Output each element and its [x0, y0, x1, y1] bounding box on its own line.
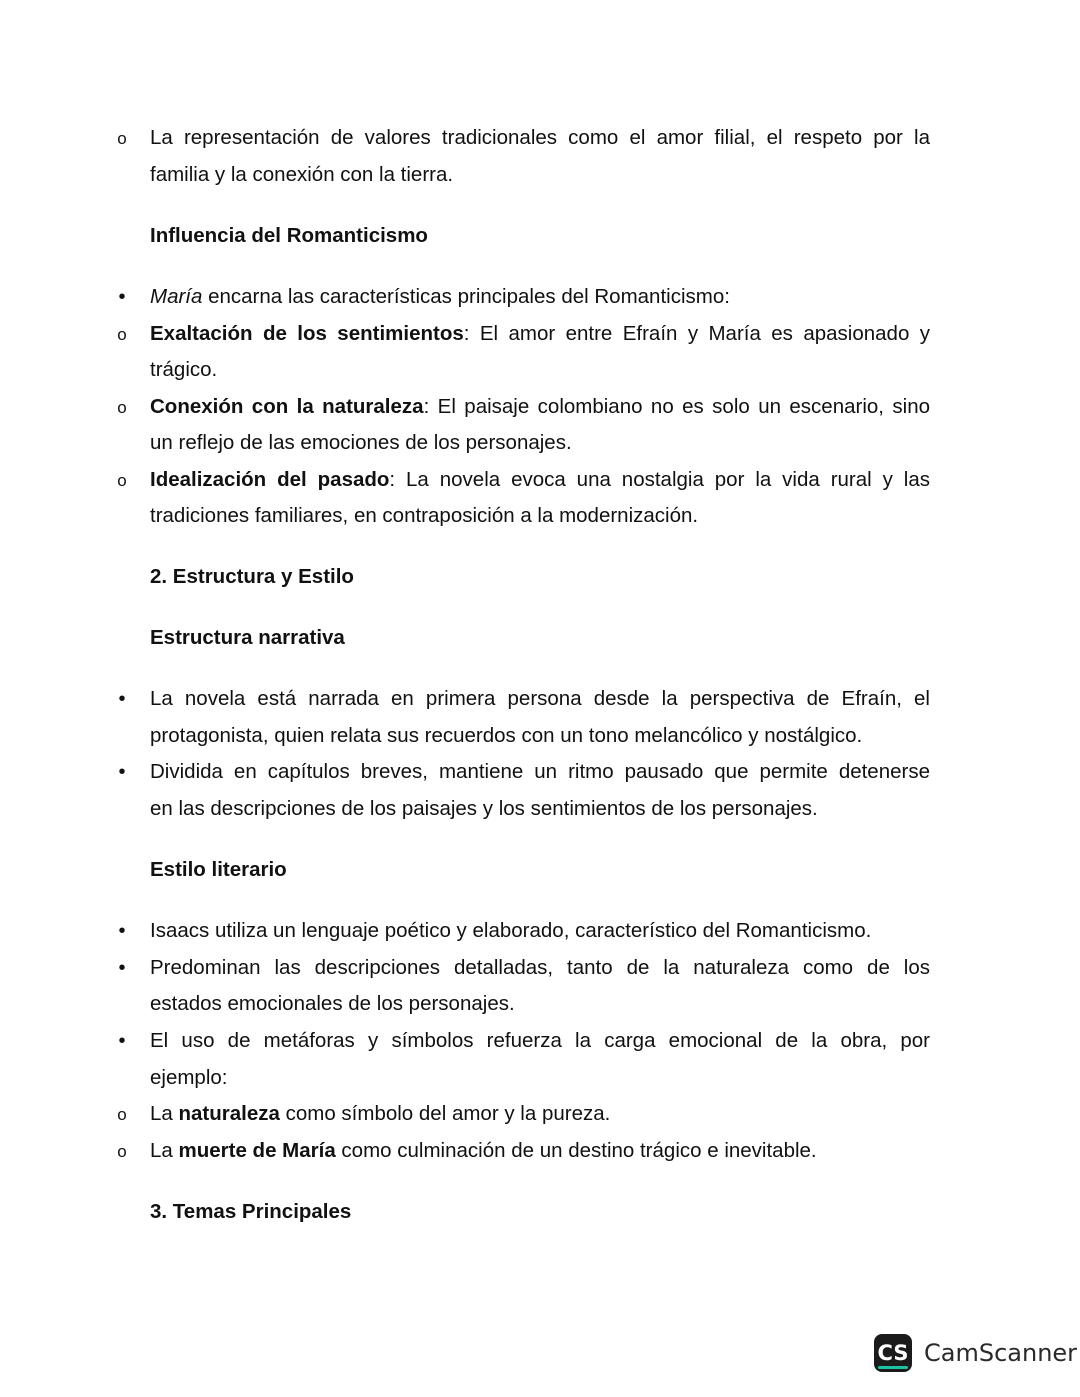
- sub-bullet-marker: [112, 321, 132, 348]
- list-item-text: La muerte de María como culminación de un destino trágico e inevitable.: [150, 1139, 817, 1162]
- camscanner-label: CamScanner: [924, 1339, 1078, 1367]
- list-item-text: un reflejo de las emociones de los personajes.: [150, 431, 572, 454]
- list-item-text: Predominan las descripciones detalladas, tanto de la naturaleza como de los: [150, 956, 930, 979]
- list-item-text: Isaacs utiliza un lenguaje poético y elaborado, característico del Romanticismo.: [150, 919, 872, 942]
- list-item-text: María encarna las características principales del Romanticismo:: [150, 285, 730, 308]
- bullet-marker: [112, 955, 132, 981]
- list-item-text: tradiciones familiares, en contraposición a la modernización.: [150, 504, 699, 527]
- subsection-heading: Estructura narrativa: [150, 626, 345, 649]
- list-item-text: trágico.: [150, 358, 218, 381]
- sub-bullet-marker: [112, 1101, 132, 1128]
- sub-bullet-marker: [112, 467, 132, 494]
- sub-bullet-marker: [112, 394, 132, 421]
- list-item-text: La representación de valores tradicionales como el amor filial, el respeto por la: [150, 126, 930, 149]
- list-item-text: ejemplo:: [150, 1066, 228, 1089]
- list-item-text: protagonista, quien relata sus recuerdos con un tono melancólico y nostálgico.: [150, 724, 863, 747]
- section-heading: 3. Temas Principales: [150, 1200, 352, 1223]
- list-item-text: Exaltación de los sentimientos: El amor entre Efraín y María es apasionado y: [150, 322, 930, 345]
- list-item-text: El uso de metáforas y símbolos refuerza la carga emocional de la obra, por: [150, 1029, 930, 1052]
- sub-bullet-marker: [112, 125, 132, 152]
- list-item-text: La naturaleza como símbolo del amor y la pureza.: [150, 1102, 611, 1125]
- list-item-text: Dividida en capítulos breves, mantiene un ritmo pausado que permite detenerse: [150, 760, 930, 783]
- bullet-marker: [112, 686, 132, 712]
- list-item-text: en las descripciones de los paisajes y los sentimientos de los personajes.: [150, 797, 818, 820]
- section-heading: 2. Estructura y Estilo: [150, 565, 354, 588]
- bullet-marker: [112, 759, 132, 785]
- subsection-heading: Estilo literario: [150, 858, 287, 881]
- bullet-marker: [112, 918, 132, 944]
- camscanner-watermark: [874, 1333, 1077, 1373]
- camscanner-logo-icon: CS: [874, 1334, 912, 1372]
- section-heading: Influencia del Romanticismo: [150, 224, 428, 247]
- list-item-text: familia y la conexión con la tierra.: [150, 163, 454, 186]
- sub-bullet-marker: [112, 1138, 132, 1165]
- bullet-marker: [112, 1028, 132, 1054]
- list-item-text: Conexión con la naturaleza: El paisaje colombiano no es solo un escenario, sino: [150, 395, 931, 418]
- list-item-text: estados emocionales de los personajes.: [150, 992, 515, 1015]
- list-item-text: Idealización del pasado: La novela evoca una nostalgia por la vida rural y las: [150, 468, 930, 491]
- bullet-marker: [112, 284, 132, 310]
- list-item-text: La novela está narrada en primera persona desde la perspectiva de Efraín, el: [150, 687, 930, 710]
